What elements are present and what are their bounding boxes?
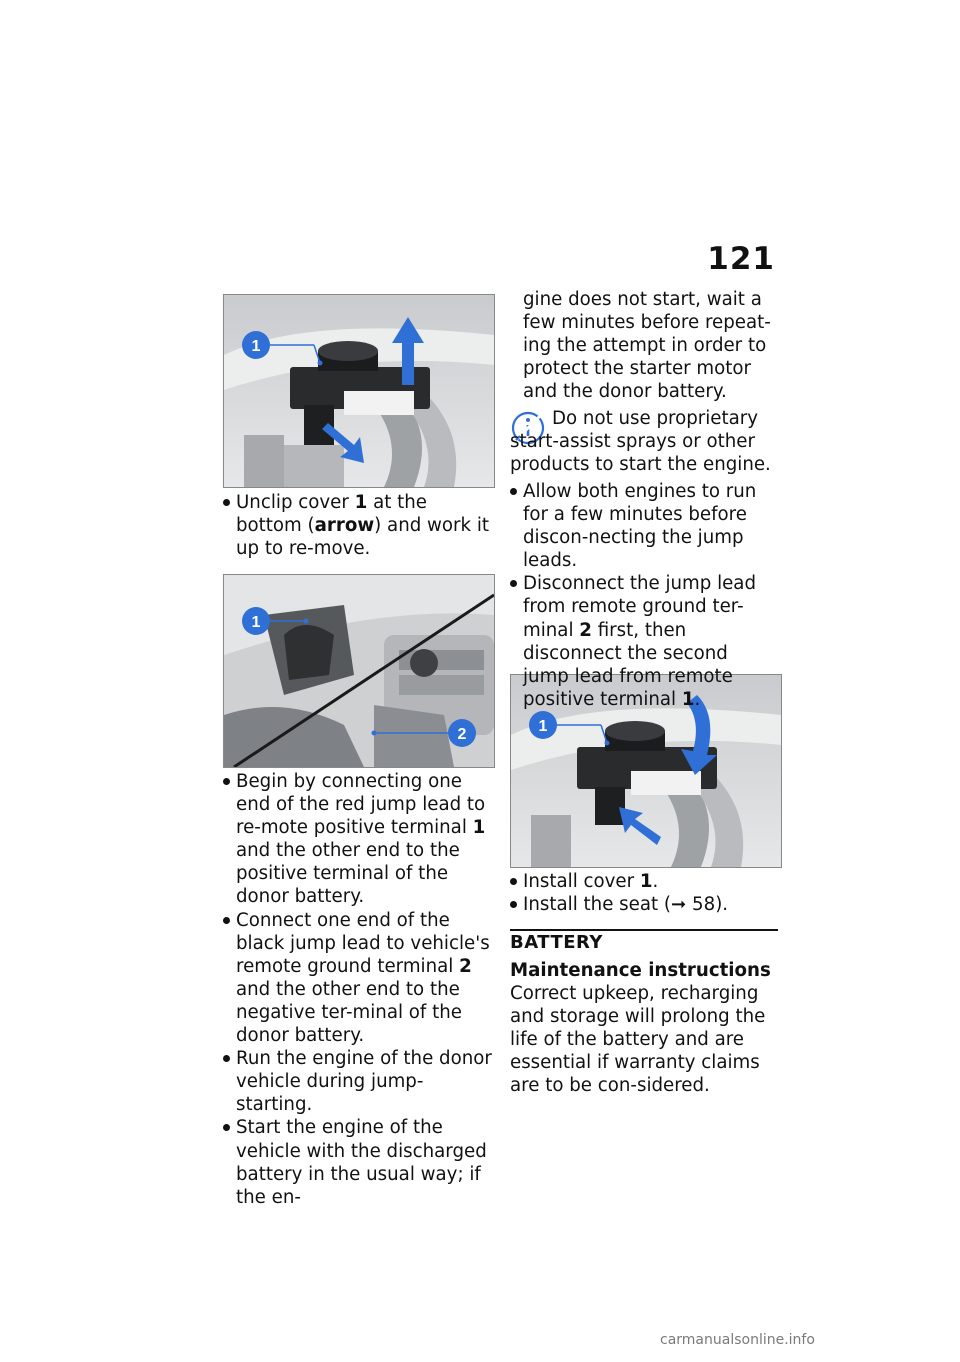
text: Connect one end of the black jump lead to vehicle's remote ground terminal — [236, 909, 490, 977]
bullet-disconnect — [510, 572, 778, 711]
figure-battery-cover-removal — [223, 294, 495, 488]
page-ref[interactable]: 58 — [692, 894, 716, 916]
callout-1: 1 — [251, 338, 261, 355]
ref-2: 2 — [579, 619, 592, 641]
text: Begin by connecting one end of the red jump lead to re-mote positive terminal — [236, 771, 486, 839]
page-ref-arrow-icon: ➞ — [670, 894, 687, 916]
ref-1: 1 — [472, 817, 486, 839]
callout-1: 1 — [251, 614, 261, 631]
bullet-run-engine: Run the engine of the donor vehicle during jump-starting. — [223, 1047, 493, 1116]
bullet-start-engine: Start the engine of the vehicle with the discharged battery in the usual way; if the en- — [223, 1116, 493, 1208]
col2-bullets-b — [510, 870, 778, 916]
text: and the other end to the negative ter-minal of the donor battery. — [236, 978, 462, 1047]
ref-1: 1 — [639, 871, 653, 892]
text: . — [652, 871, 659, 892]
ref-1: 1 — [681, 688, 695, 710]
text: Install the seat ( — [523, 894, 671, 916]
callout-1: 1 — [538, 718, 548, 735]
figure-2-illustration — [224, 575, 494, 767]
section-title: BATTERY — [510, 932, 603, 953]
text: first, then disconnect the second jump lead from remote positive terminal — [523, 619, 733, 710]
ref-2: 2 — [459, 955, 472, 977]
subhead: Maintenance instructions — [510, 960, 771, 981]
col1-bullets — [223, 770, 493, 1209]
text: gine does not start, wait a few minutes before repeat-ing the attempt in order to protect the starter motor and the donor battery. — [523, 289, 771, 403]
section-rule — [510, 929, 778, 931]
battery-section — [510, 959, 780, 1098]
note-text — [510, 407, 780, 476]
text: Unclip cover — [236, 492, 355, 513]
bullet-install-cover — [510, 870, 778, 893]
bullet-unclip-cover — [223, 491, 493, 560]
figure-jump-start-terminals — [223, 574, 495, 768]
col2-bullets-a — [510, 480, 778, 711]
bullet-allow-run: Allow both engines to run for a few minutes before discon-necting the jump leads. — [510, 480, 778, 572]
watermark: carmanualsonline.info — [660, 1332, 815, 1348]
text: Install cover — [523, 871, 640, 892]
arrow-ref: arrow — [314, 515, 375, 537]
body-text: Correct upkeep, recharging and storage will prolong the life of the battery and are essential if warranty claims are to be con-sidered. — [510, 983, 766, 1097]
callout-2: 2 — [457, 726, 467, 743]
bullet-connect-red — [223, 770, 493, 909]
ref-1: 1 — [354, 492, 368, 513]
text: ) and work it up to re-move. — [236, 515, 490, 560]
bullet-install-seat — [510, 893, 778, 916]
figure-1-illustration — [224, 295, 494, 487]
text: Disconnect the jump lead from remote ground ter-minal — [523, 573, 757, 641]
text: and the other end to the positive terminal of the donor battery. — [236, 840, 460, 908]
text: ). — [715, 894, 729, 916]
page-number: 121 — [707, 241, 775, 277]
text: at the bottom ( — [236, 492, 427, 537]
text: . — [694, 688, 701, 710]
col2-continuation — [523, 288, 778, 403]
text: Do not use proprietary start-assist sprays or other products to start the engine. — [510, 408, 771, 476]
bullet-connect-black — [223, 909, 493, 1048]
